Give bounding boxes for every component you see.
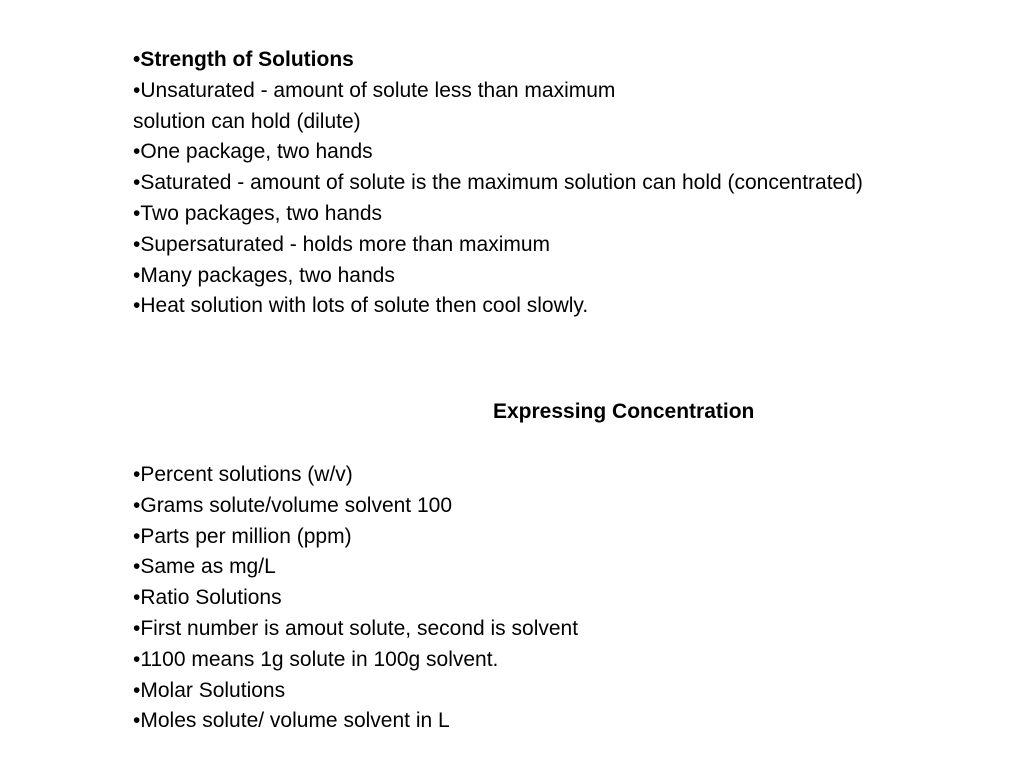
list-item-heat: • Heat solution with lots of solute then cool slowly. [133,291,863,322]
list-item-unsaturated: • Unsaturated - amount of solute less than maximum [133,76,863,107]
list-item-supersaturated: • Supersaturated - holds more than maximum [133,230,863,261]
list-item: • Ratio Solutions [133,583,578,614]
list-item: • Parts per million (ppm) [133,522,578,553]
list-item-many-packages: • Many packages, two hands [133,261,863,292]
list-item: • Moles solute/ volume solvent in L [133,706,578,737]
list-item: • 1100 means 1g solute in 100g solvent. [133,645,578,676]
list-item-saturated: • Saturated - amount of solute is the maximum solution can hold (concentrated) [133,168,863,199]
list-item-two-packages: • Two packages, two hands [133,199,863,230]
strength-of-solutions-list [133,45,863,322]
list-item: • First number is amout solute, second is solvent [133,614,578,645]
list-item: • Grams solute/volume solvent 100 [133,491,578,522]
list-item: • Percent solutions (w/v) [133,460,578,491]
list-item-one-package: • One package, two hands [133,137,863,168]
list-item-unsaturated-continued: solution can hold (dilute) [133,109,361,133]
section-title: • Strength of Solutions [133,45,863,76]
list-item: • Same as mg/L [133,552,578,583]
expressing-concentration-heading: Expressing Concentration [493,400,755,423]
list-item: • Molar Solutions [133,676,578,707]
concentration-list [133,460,578,737]
